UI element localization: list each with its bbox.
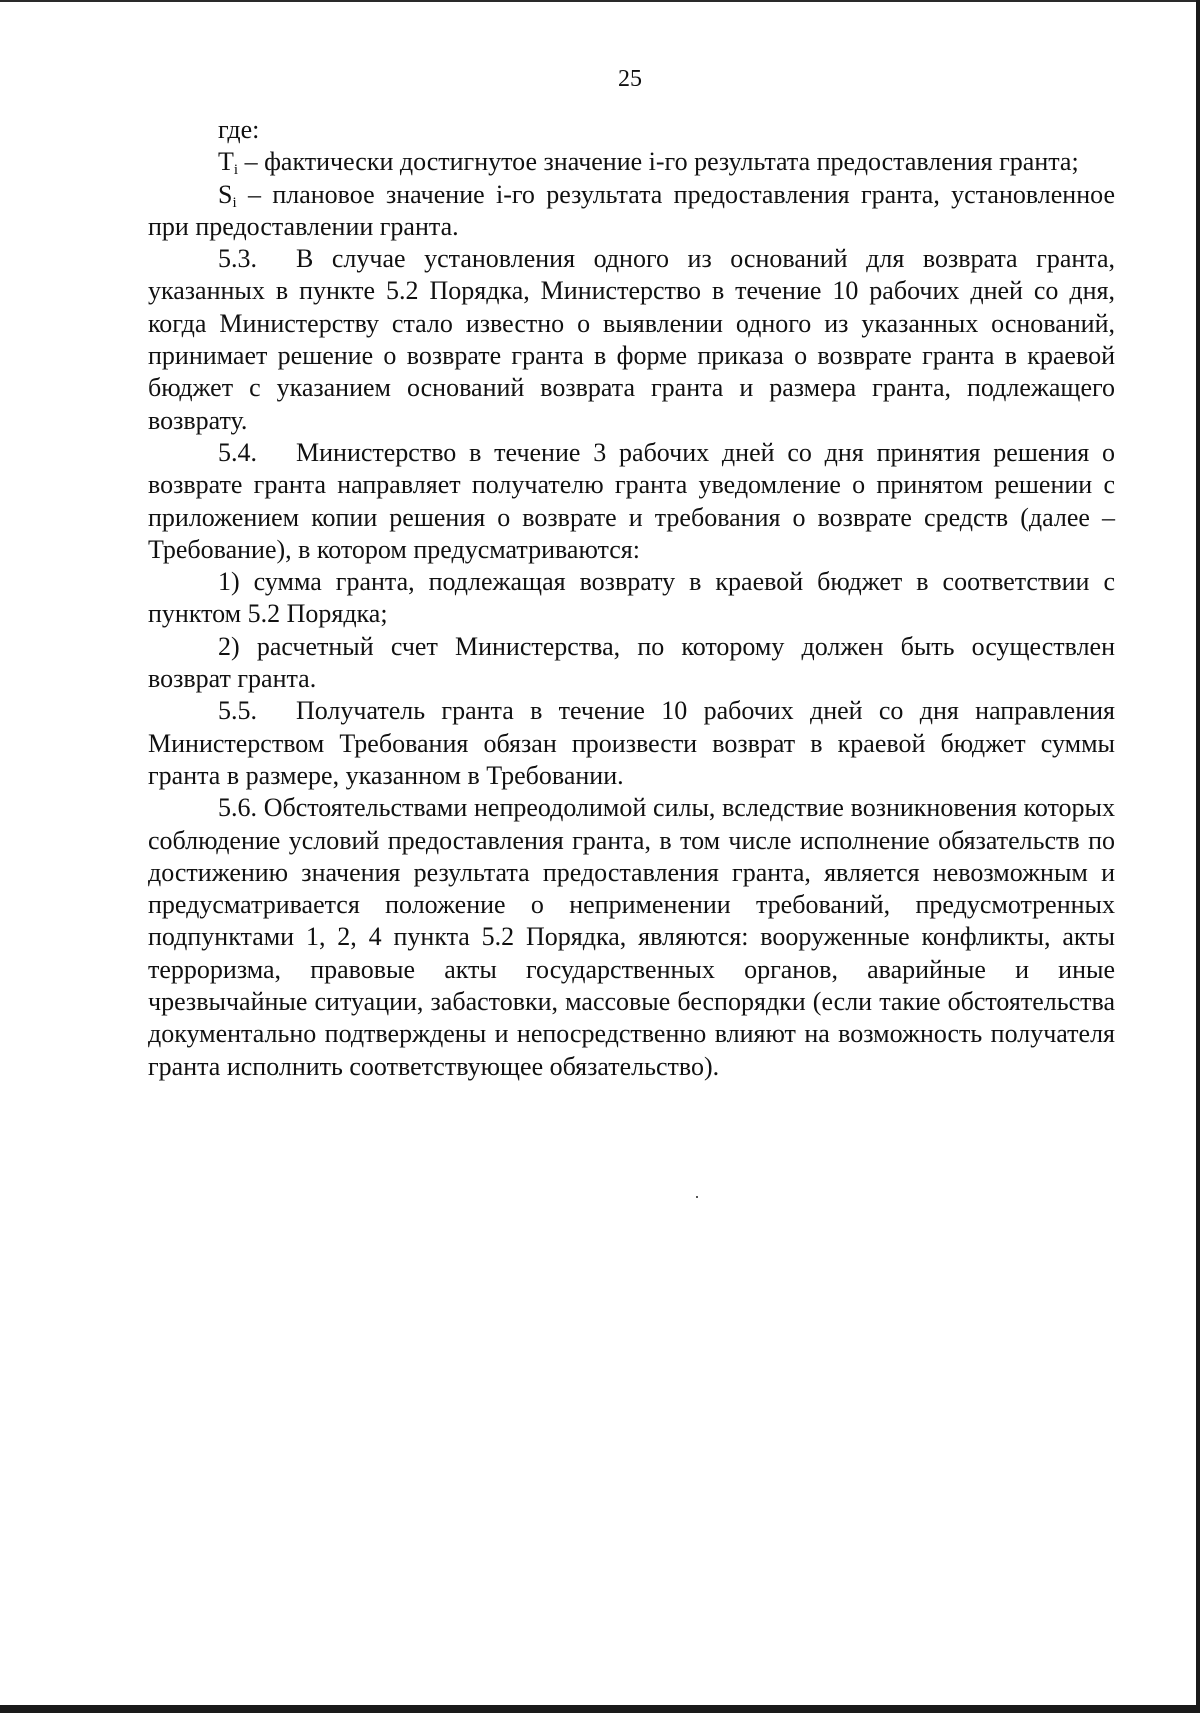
section-5-3-number: 5.3. xyxy=(218,244,257,274)
definition-t-text: – фактически достигнутое значение i-го результата предоставления гранта; xyxy=(238,147,1079,177)
section-5-5-number: 5.5. xyxy=(218,696,257,726)
symbol-t: T xyxy=(218,147,234,177)
section-5-4-text: Министерство в течение 3 рабочих дней со дня принятия решения о возврате гранта направляет получателю гранта уведомление о принятом решении с приложением копии решения о возврате и требования о возврате средств (далее – Требование), в котором предусматриваются: xyxy=(148,437,1115,564)
scan-artifact-dot xyxy=(696,1196,698,1198)
section-5-5-text: Получатель гранта в течение 10 рабочих дней со дня направления Министерством Требования обязан произвести возврат в краевой бюджет суммы гранта в размере, указанном в Требовании. xyxy=(148,696,1115,790)
definition-s-text: – плановое значение i-го результата предоставления гранта, установленное при предоставлении гранта. xyxy=(148,179,1115,241)
section-5-3-text: В случае установления одного из оснований для возврата гранта, указанных в пункте 5.2 Порядка, Министерство в течение 10 рабочих дней со дня, когда Министерству стало известно о выявлении одного из указанных оснований, принимает решение о возврате гранта в форме приказа о возврате гранта в краевой бюджет с указанием оснований возврата гранта и размера гранта, подлежащего возврату. xyxy=(148,244,1115,435)
list-item-2: 2) расчетный счет Министерства, по которому должен быть осуществлен возврат гранта. xyxy=(148,631,1115,694)
document-body xyxy=(148,114,1115,1083)
subscript-s: i xyxy=(232,194,237,211)
scan-edge-bottom xyxy=(0,1705,1200,1713)
list-item-1: 1) сумма гранта, подлежащая возврату в краевой бюджет в соответствии с пунктом 5.2 Порядка; xyxy=(148,567,1115,629)
section-5-4-number: 5.4. xyxy=(218,437,257,467)
subscript-t: i xyxy=(233,162,239,179)
section-5-4 xyxy=(148,437,1115,566)
where-label: где: xyxy=(218,115,260,144)
scan-edge-top xyxy=(0,0,1200,2)
symbol-s: S xyxy=(218,179,233,209)
section-5-6: 5.6. Обстоятельствами непреодолимой силы, вследствие возникновения которых соблюдение условий предоставления гранта, в том числе исполнение обязательств по достижению значения результата предоставления гранта, является невозможным и предусматривается положение о неприменении требований, предусмотренных подпунктами 1, 2, 4 пункта 5.2 Порядка, являются: вооруженные конфликты, акты терроризма, правовые акты государственных органов, аварийные и иные чрезвычайные ситуации, забастовки, массовые беспорядки (если такие обстоятельства документально подтверждены и непосредственно влияют на возможность получателя гранта исполнить соответствующее обязательство). xyxy=(148,793,1115,1081)
section-5-5 xyxy=(148,695,1115,792)
page-number: 25 xyxy=(618,66,642,92)
scan-edge-right xyxy=(1196,0,1200,1713)
section-5-3 xyxy=(148,243,1115,437)
definition-t xyxy=(148,146,1115,178)
definition-s xyxy=(148,179,1115,244)
